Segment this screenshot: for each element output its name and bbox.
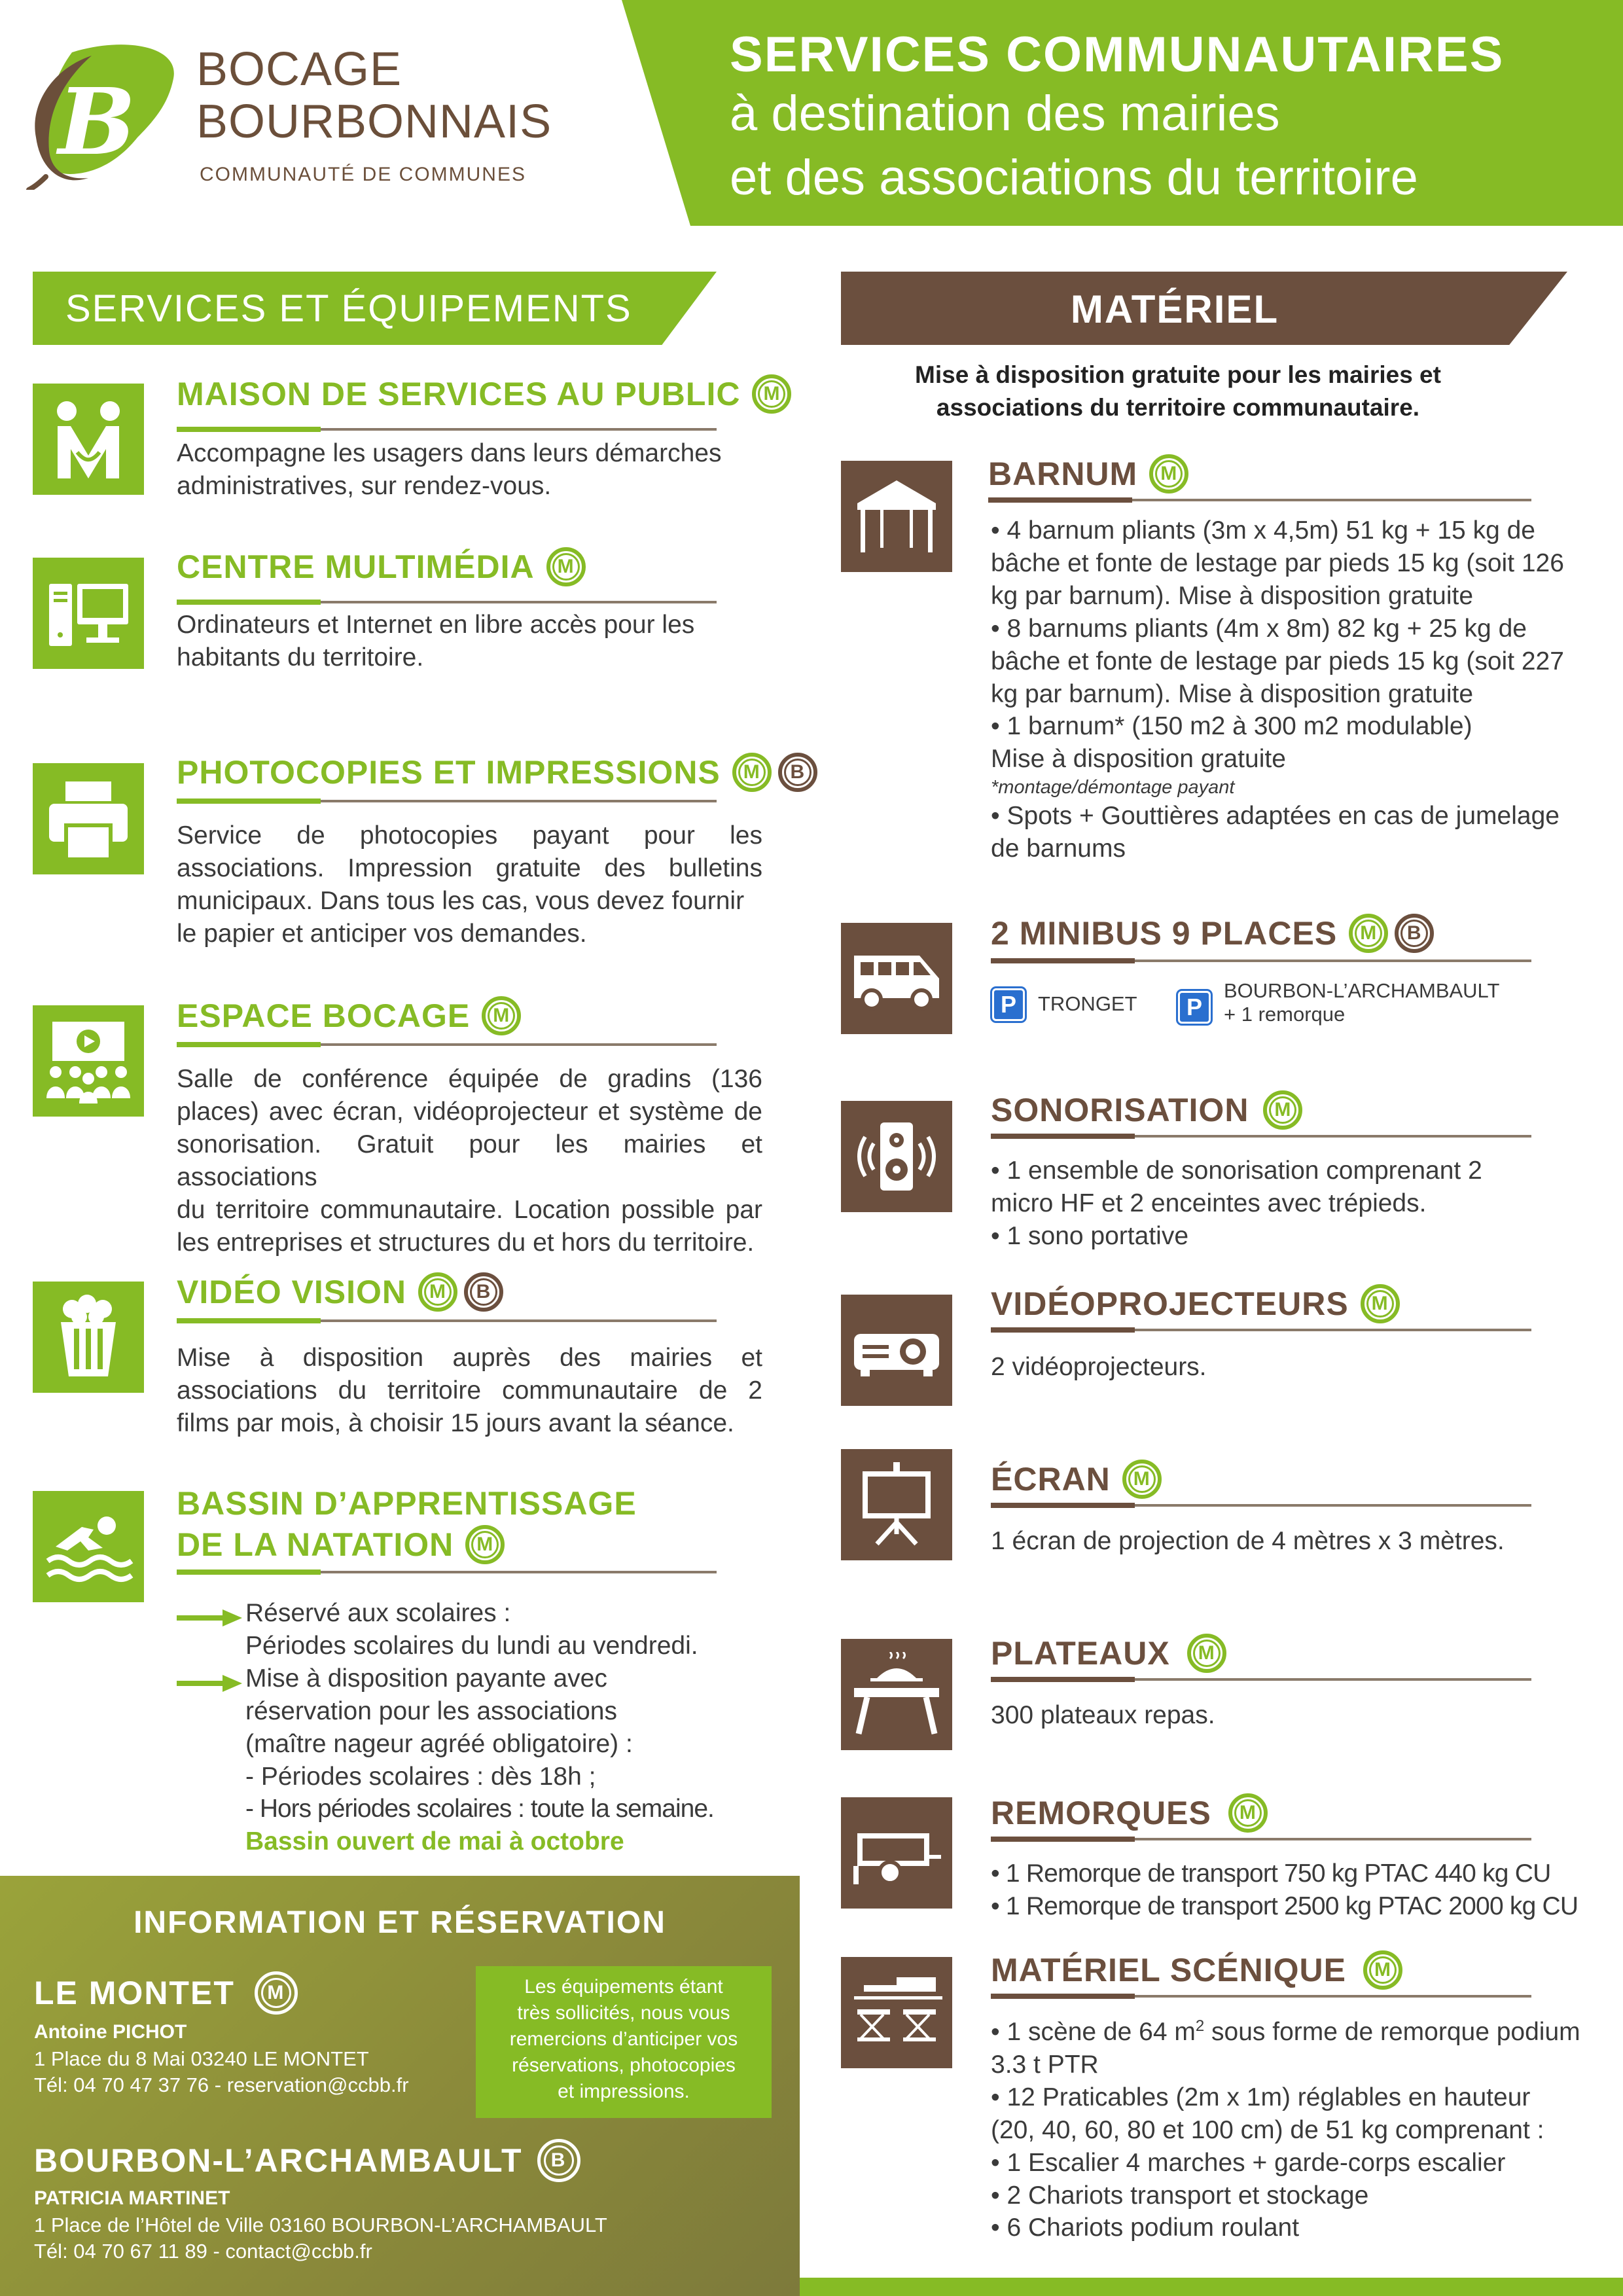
arrow-right-icon <box>177 1597 245 1662</box>
divider <box>991 1504 1531 1507</box>
people-icon <box>33 384 144 495</box>
item-desc-remorques: • 1 Remorque de transport 750 kg PTAC 440 kg CU • 1 Remorque de transport 2500 kg PTAC 2000 kg CU <box>991 1859 1578 1920</box>
logo-name-line2: BOURBONNAIS <box>196 96 552 148</box>
divider <box>988 499 1531 501</box>
stage-icon <box>841 1957 952 2068</box>
logo-tagline: COMMUNAUTÉ DE COMMUNES <box>200 164 526 185</box>
badge-m: M <box>752 374 791 414</box>
badge-b: B <box>537 2139 580 2182</box>
item-desc-maison: Accompagne les usagers dans leurs démarches administratives, sur rendez-vous. <box>177 439 722 500</box>
badge-b: B <box>464 1272 503 1312</box>
item-title-barnum: BARNUM M <box>988 454 1188 493</box>
item-desc-barnum: • 4 barnum pliants (3m x 4,5m) 51 kg + 15 kg de bâche et fonte de lestage par pieds 15 kg (soit 126 kg par barnum). Mise à disposition gratuite • 8 barnums pliants (4m x 8m) 82 kg + 25 kg de bâche et fonte de lestage par pieds 15 kg (soit 227 kg par barnum). Mise à disposition gratuite • 1 barnum* (150 m2 à 300 m2 modulable) Mise à disposition gratuite *montage/démontage payant • Spots + Gouttières adaptées en cas de jumelage de barnums <box>991 516 1564 863</box>
logo-letter: B <box>58 69 136 176</box>
item-title-photocopies: PHOTOCOPIES ET IMPRESSIONS M B <box>177 753 817 792</box>
item-desc-video-vision: Mise à disposition auprès des mairies et associations du territoire communautaire de 2 films par mois, à choisir 15 jours avant la séance. <box>177 1344 762 1437</box>
section-title-services: SERVICES ET ÉQUIPEMENTS <box>65 287 632 330</box>
computer-icon <box>33 558 144 669</box>
screen-icon <box>841 1449 952 1560</box>
tent-icon <box>841 461 952 572</box>
item-desc-multimedia: Ordinateurs et Internet en libre accès pour les habitants du territoire. <box>177 611 695 672</box>
item-title-scenique: MATÉRIEL SCÉNIQUE M <box>991 1950 1402 1990</box>
item-title-espace: ESPACE BOCAGE M <box>177 996 521 1035</box>
parking-bourbon: P BOURBON-L’ARCHAMBAULT + 1 remorque <box>1178 979 1499 1026</box>
speaker-icon <box>841 1101 952 1212</box>
item-title-bassin-line2: DE LA NATATION M <box>177 1525 505 1564</box>
item-title-video-vision: VIDÉO VISION M B <box>177 1272 503 1312</box>
item-desc-bassin: Réservé aux scolaires : Périodes scolaires du lundi au vendredi. Mise à disposition payante avec réservation pour les associations (maître nageur agréé obligatoire) : - Périodes scolaires : dès 18h ; - Hors périodes scolaires : toute la semaine. Bassin ouvert de mai à octobre <box>177 1597 766 1858</box>
projector-icon <box>841 1295 952 1406</box>
item-title-maison: MAISON DE SERVICES AU PUBLIC M <box>177 374 791 414</box>
badge-m: M <box>546 547 586 586</box>
contact-name-bourbon: PATRICIA MARTINET <box>34 2187 230 2209</box>
materiel-intro: Mise à disposition gratuite pour les mairies et associations du territoire communautaire. <box>915 361 1441 421</box>
section-title-materiel: MATÉRIEL <box>1070 287 1279 331</box>
item-title-minibus: 2 MINIBUS 9 PLACES M B <box>991 914 1434 953</box>
page-title: SERVICES COMMUNAUTAIRES <box>730 27 1505 82</box>
page-subtitle-line2: et des associations du territoire <box>730 150 1418 206</box>
popcorn-icon <box>33 1282 144 1393</box>
contact-montet[interactable]: Tél: 04 70 47 37 76 - reservation@ccbb.fr <box>34 2073 409 2096</box>
divider <box>177 800 717 802</box>
divider <box>991 1678 1531 1681</box>
city-bourbon: BOURBON-L’ARCHAMBAULT B <box>34 2139 580 2182</box>
contact-bourbon[interactable]: Tél: 04 70 67 11 89 - contact@ccbb.fr <box>34 2240 372 2263</box>
pool-opening-highlight: Bassin ouvert de mai à octobre <box>245 1827 624 1856</box>
parking-icon: P <box>1178 991 1211 1024</box>
tray-icon <box>841 1639 952 1750</box>
item-title-videoprojecteurs: VIDÉOPROJECTEURS M <box>991 1284 1400 1323</box>
item-desc-scenique: • 1 scène de 64 $m^2$ sous forme de remorque podium 3.3 t PTR • 12 Praticables (2m x 1m) réglables en hauteur (20, 40, 60, 80 et 100 cm) de 51 kg comprenant : • 1 Escalier 4 marches + garde-corps escalier • 2 Chariots transport et stockage • 6 Chariots podium roulant <box>991 2017 1580 2242</box>
item-desc-sonorisation: • 1 ensemble de sonorisation comprenant 2 micro HF et 2 enceintes avec trépieds. • 1 sono portative <box>991 1157 1482 1250</box>
divider <box>177 428 717 431</box>
trailer-icon <box>841 1797 952 1909</box>
item-desc-photocopies: Service de photocopies payant pour les associations. Impression gratuite des bulletins municipaux. Dans tous les cas, vous devez fournir le papier et anticiper vos demandes. <box>177 821 762 948</box>
badge-m: M <box>482 996 521 1035</box>
badge-b: B <box>1395 914 1434 953</box>
badge-m: M <box>1349 914 1388 953</box>
item-title-bassin-line1: BASSIN D’APPRENTISSAGE <box>177 1485 637 1522</box>
badge-m: M <box>418 1272 457 1312</box>
divider <box>991 1838 1531 1840</box>
item-desc-ecran: 1 écran de projection de 4 mètres x 3 mètres. <box>991 1527 1505 1555</box>
minibus-icon <box>841 923 952 1034</box>
divider <box>991 1329 1531 1331</box>
badge-m: M <box>1361 1284 1400 1323</box>
reservation-note: Les équipements étant très sollicités, nous vous remercions d’anticiper vos réservations, photocopies et impressions. <box>476 1966 772 2118</box>
city-montet: LE MONTET M <box>34 1971 298 2015</box>
item-title-multimedia: CENTRE MULTIMÉDIA M <box>177 547 586 586</box>
parking-tronget: P TRONGET <box>992 988 1137 1021</box>
item-desc-espace: Salle de conférence équipée de gradins (136 places) avec écran, vidéoprojecteur et système de sonorisation. Gratuit pour les mairies et associations du territoire communautaire. Location possible par les entreprises et structures du et hors du territoire. <box>177 1065 762 1257</box>
address-montet: 1 Place du 8 Mai 03240 LE MONTET <box>34 2047 369 2070</box>
footer-bar <box>800 2278 1623 2296</box>
badge-m: M <box>1149 454 1188 493</box>
divider <box>177 601 717 603</box>
arrow-right-icon <box>177 1662 245 1858</box>
divider <box>177 1043 717 1046</box>
badge-m: M <box>1187 1634 1226 1673</box>
badge-m: M <box>1363 1950 1402 1990</box>
item-desc-plateaux: 300 plateaux repas. <box>991 1701 1215 1729</box>
divider <box>991 1995 1531 1998</box>
item-title-remorques: REMORQUES M <box>991 1793 1268 1833</box>
badge-m: M <box>1122 1460 1162 1499</box>
info-title: INFORMATION ET RÉSERVATION <box>134 1905 666 1940</box>
badge-m: M <box>255 1971 298 2015</box>
swimmer-icon <box>33 1491 144 1602</box>
contact-name-montet: Antoine PICHOT <box>34 2021 187 2043</box>
parking-icon: P <box>992 988 1025 1021</box>
badge-m: M <box>465 1525 505 1564</box>
item-title-ecran: ÉCRAN M <box>991 1460 1162 1499</box>
divider <box>177 1319 717 1322</box>
divider <box>177 1571 717 1573</box>
badge-m: M <box>732 753 772 792</box>
badge-b: B <box>778 753 817 792</box>
badge-m: M <box>1228 1793 1268 1833</box>
divider <box>991 960 1531 962</box>
divider <box>991 1135 1531 1138</box>
page-subtitle-line1: à destination des mairies <box>730 86 1280 141</box>
badge-m: M <box>1263 1090 1302 1130</box>
item-title-sonorisation: SONORISATION M <box>991 1090 1302 1130</box>
logo-icon <box>26 39 183 190</box>
address-bourbon: 1 Place de l’Hôtel de Ville 03160 BOURBON-L’ARCHAMBAULT <box>34 2214 607 2236</box>
item-title-plateaux: PLATEAUX M <box>991 1634 1226 1673</box>
printer-icon <box>33 763 144 874</box>
logo-name-line1: BOCAGE <box>196 43 402 96</box>
item-desc-videoprojecteurs: 2 vidéoprojecteurs. <box>991 1353 1207 1381</box>
audience-icon <box>33 1005 144 1117</box>
